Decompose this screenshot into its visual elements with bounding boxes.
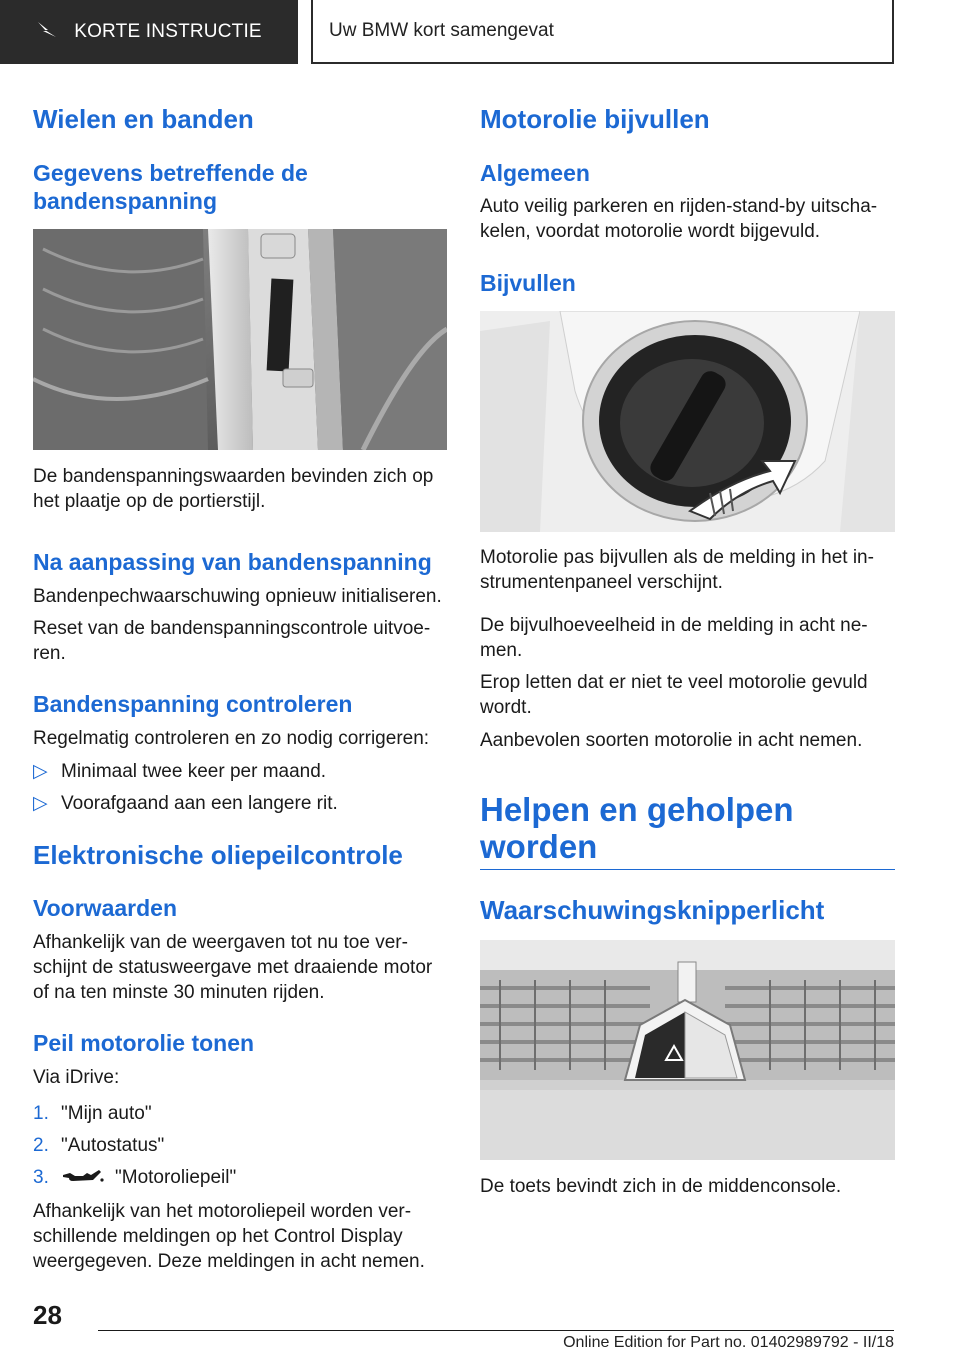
step-item <box>33 1165 447 1190</box>
heading-show-oil-level: Peil motorolie tonen <box>33 1030 255 1056</box>
fill-text-2: De bijvulhoeveelheid in de melding in acht ne-men. <box>480 615 868 661</box>
hazard-caption: De toets bevindt zich in de middenconsole. <box>480 1176 842 1197</box>
section-tab[interactable] <box>0 0 298 64</box>
page-header-title <box>311 0 894 64</box>
conditions-text: Afhankelijk van de weergaven tot nu toe ver-schijnt de statusweergave met draaiende motor of na ten minste 30 minuten rijden. <box>33 932 433 1003</box>
heading-fill: Bijvullen <box>480 270 576 296</box>
heading-oil-level-check: Elektronische oliepeilcontrole <box>33 840 403 870</box>
general-text: Auto veilig parkeren en rijden-stand-by uitscha-kelen, voordat motorolie wordt bijgevuld. <box>480 196 878 242</box>
tyre-plate-caption: De bandenspanningswaarden bevinden zich op het plaatje op de portierstijl. <box>33 466 434 512</box>
quick-reference-icon <box>36 20 58 44</box>
step-text: "Motoroliepeil" <box>115 1167 237 1188</box>
heading-after-adjust: Na aanpassing van bandenspanning <box>33 549 432 575</box>
step-item <box>33 1101 447 1126</box>
heading-tyre-pressure-data: Gegevens betreffende de bandenspanning <box>33 160 308 214</box>
oil-filler-cap-image <box>480 311 895 532</box>
step-text: "Mijn auto" <box>61 1103 152 1124</box>
edition-footer: Online Edition for Part no. 01402989792 - II/18 <box>563 1334 894 1351</box>
oil-can-icon <box>61 1167 105 1194</box>
fill-text-3: Erop letten dat er niet te veel motorolie gevuld wordt. <box>480 672 868 718</box>
step-number: 2. <box>33 1135 49 1156</box>
door-pillar-image <box>33 229 447 450</box>
section-tab-label: KORTE INSTRUCTIE <box>74 21 262 42</box>
heading-conditions: Voorwaarden <box>33 895 177 921</box>
list-item <box>33 791 447 816</box>
heading-help: Helpen en geholpen worden <box>480 791 794 865</box>
fill-text-1: Motorolie pas bijvullen als de melding in het in-strumentenpaneel verschijnt. <box>480 547 874 593</box>
heading-wheels-tyres: Wielen en banden <box>33 104 254 134</box>
footer-divider <box>98 1330 894 1331</box>
list-item-text: Minimaal twee keer per maand. <box>61 761 327 782</box>
header-title-text: Uw BMW kort samengevat <box>329 20 554 41</box>
fill-text-4: Aanbevolen soorten motorolie in acht nemen. <box>480 730 863 751</box>
bullet-marker: ▷ <box>33 761 48 782</box>
step-number: 3. <box>33 1167 49 1188</box>
hazard-button-image <box>480 940 895 1160</box>
step-text: "Autostatus" <box>61 1135 165 1156</box>
heading-general: Algemeen <box>480 160 590 186</box>
page-number: 28 <box>33 1300 62 1330</box>
after-adjust-text-2: Reset van de bandenspanningscontrole uitvoe-ren. <box>33 618 431 664</box>
heading-hazard-lights: Waarschuwingsknipperlicht <box>480 895 825 925</box>
heading-check-pressure: Bandenspanning controleren <box>33 691 353 717</box>
heading-refill-oil: Motorolie bijvullen <box>480 104 710 134</box>
step-number: 1. <box>33 1103 49 1124</box>
list-item <box>33 759 447 784</box>
section-divider <box>480 869 895 870</box>
via-idrive: Via iDrive: <box>33 1067 120 1088</box>
list-item-text: Voorafgaand aan een langere rit. <box>61 793 338 814</box>
oil-result-text: Afhankelijk van het motoroliepeil worden ver-schillende meldingen op het Control Display weergegeven. Deze meldingen in acht nemen. <box>33 1201 425 1272</box>
step-item <box>33 1133 447 1158</box>
after-adjust-text-1: Bandenpechwaarschuwing opnieuw initialiseren. <box>33 586 442 607</box>
bullet-marker: ▷ <box>33 793 48 814</box>
check-intro: Regelmatig controleren en zo nodig corrigeren: <box>33 728 430 749</box>
